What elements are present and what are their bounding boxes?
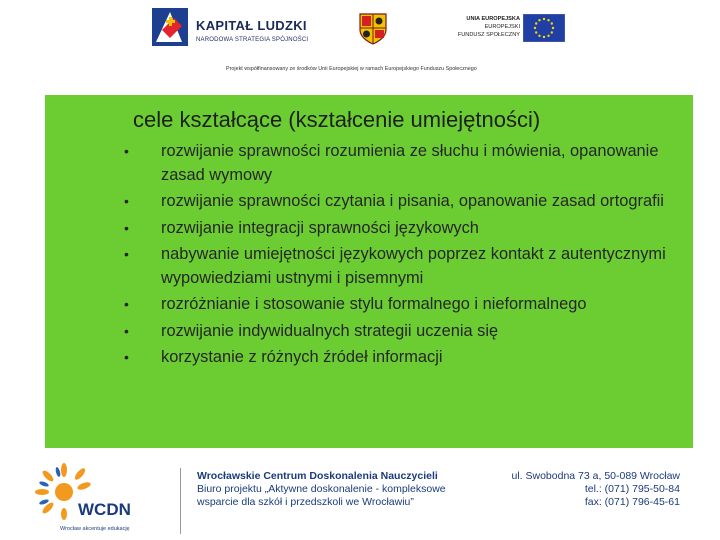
footer-divider <box>180 468 181 534</box>
kapital-ludzki-subtitle: NARODOWA STRATEGIA SPÓJNOŚCI <box>196 37 309 43</box>
list-item-text: rozwijanie sprawności rozumienia ze słuchu i mówienia, opanowanie zasad wymowy <box>161 142 659 184</box>
bullet-icon: • <box>124 193 129 209</box>
phone: tel.: (071) 795-50-84 <box>584 483 680 495</box>
list-item-text: rozróżnianie i stosowanie stylu formalnego i nieformalnego <box>161 295 587 313</box>
eu-fund-label <box>446 15 520 39</box>
list-item <box>45 217 693 241</box>
bullet-icon: • <box>124 296 129 312</box>
ue-line-2: EUROPEJSKI <box>484 24 520 30</box>
footer-organization <box>197 470 446 509</box>
list-item-text: korzystanie z różnych źródeł informacji <box>161 348 443 366</box>
kapital-ludzki-emblem-icon <box>152 8 188 46</box>
cofunding-note: Projekt współfinansowany ze środków Unii Europejskiej w ramach Europejskiego Funduszu Społecznego <box>226 66 477 72</box>
list-item <box>45 140 693 187</box>
bullet-icon: • <box>124 322 129 339</box>
kapital-ludzki-logo <box>152 8 332 48</box>
ue-line-3: FUNDUSZ SPOŁECZNY <box>457 32 520 38</box>
list-item-text: rozwijanie integracji sprawności językowych <box>161 218 479 237</box>
content-panel <box>45 95 693 448</box>
wcdn-logo-subtitle: Wrocław akcentuje edukację <box>60 526 130 532</box>
bullet-icon: • <box>124 143 129 159</box>
list-item-text: rozwijanie sprawności czytania i pisania, opanowanie zasad ortografii <box>161 192 664 210</box>
list-item-text: nabywanie umiejętności językowych poprzez kontakt z autentycznymi wypowiedziami ustnymi i pisemnymi <box>161 245 666 287</box>
address: ul. Swobodna 73 a, 50-089 Wrocław <box>511 470 680 482</box>
kapital-ludzki-title: KAPITAŁ LUDZKI <box>196 18 307 33</box>
eu-flag-icon <box>523 14 565 42</box>
section-heading: cele kształcące (kształcenie umiejętności) <box>133 107 541 132</box>
ue-line-1: UNIA EUROPEJSKA <box>466 16 520 22</box>
bullet-icon: • <box>124 246 129 262</box>
dolny-slask-crest-icon <box>358 12 388 46</box>
fax: fax: (071) 796-45-61 <box>584 496 680 508</box>
list-item <box>45 190 693 214</box>
org-name: Wrocławskie Centrum Doskonalenia Nauczycieli <box>197 470 438 482</box>
bullet-icon: • <box>124 349 129 365</box>
footer-contact <box>512 470 681 509</box>
list-item-text: rozwijanie indywidualnych strategii uczenia się <box>161 321 499 340</box>
list-item <box>45 320 693 344</box>
project-line-1: Biuro projektu „Aktywne doskonalenie - kompleksowe <box>197 483 446 495</box>
wcdn-logo-text: WCDN <box>78 500 131 519</box>
list-item <box>45 243 693 290</box>
project-line-2: wsparcie dla szkół i przedszkoli we Wrocławiu” <box>197 496 414 508</box>
bullet-icon: • <box>124 219 129 236</box>
list-item <box>45 293 693 317</box>
objectives-list <box>45 140 693 373</box>
list-item <box>45 346 693 370</box>
